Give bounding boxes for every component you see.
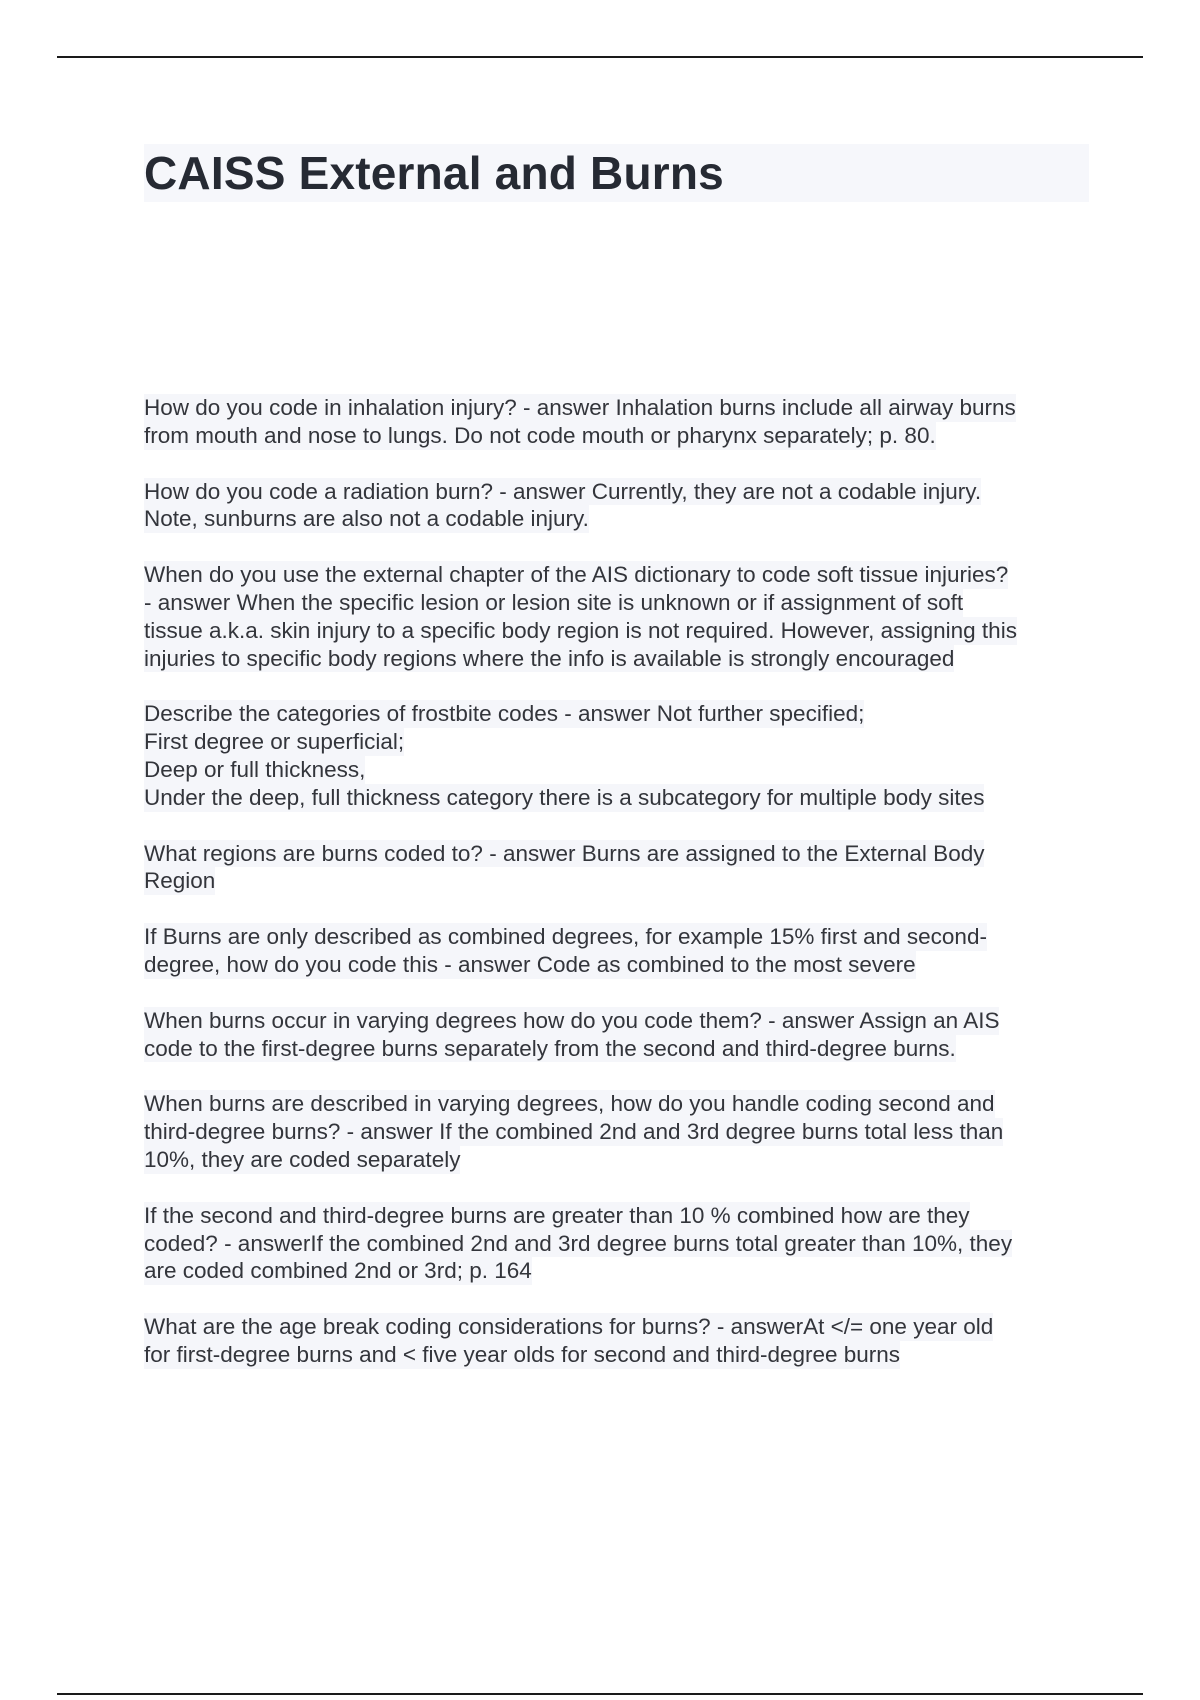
qa-line: Describe the categories of frostbite codes - answer Not further specified;: [144, 701, 865, 727]
qa-line: Note, sunburns are also not a codable injury.: [144, 506, 589, 532]
qa-list: [144, 394, 1094, 1397]
qa-line: When burns occur in varying degrees how do you code them? - answer Assign an AIS: [144, 1007, 1000, 1033]
qa-item: [144, 1090, 1094, 1173]
qa-item: [144, 394, 1094, 450]
qa-line: What are the age break coding considerations for burns? - answerAt </= one year old: [144, 1314, 994, 1340]
qa-line: How do you code in inhalation injury? - answer Inhalation burns include all airway burns: [144, 395, 1016, 420]
qa-line: from mouth and nose to lungs. Do not code mouth or pharynx separately; p. 80.: [144, 422, 936, 448]
qa-item: [144, 561, 1094, 672]
qa-line: are coded combined 2nd or 3rd; p. 164: [144, 1258, 532, 1284]
qa-item: [144, 1202, 1094, 1285]
qa-line: for first-degree burns and < five year olds for second and third-degree burns: [144, 1341, 901, 1367]
qa-line: How do you code a radiation burn? - answer Currently, they are not a codable injury.: [144, 478, 982, 504]
title-block: [144, 144, 1089, 202]
qa-line: Deep or full thickness,: [144, 756, 366, 782]
bottom-rule: [57, 1693, 1143, 1695]
qa-line: degree, how do you code this - answer Code as combined to the most severe: [144, 951, 916, 977]
qa-line: tissue a.k.a. skin injury to a specific body region is not required. However, assigning this: [144, 617, 1017, 643]
qa-line: Under the deep, full thickness category there is a subcategory for multiple body sites: [144, 784, 985, 810]
qa-item: [144, 700, 1094, 811]
qa-item: [144, 478, 1094, 534]
qa-line: - answer When the specific lesion or lesion site is unknown or if assignment of soft: [144, 589, 964, 615]
qa-line: If the second and third-degree burns are greater than 10 % combined how are they: [144, 1202, 970, 1228]
qa-line: When burns are described in varying degrees, how do you handle coding second and: [144, 1091, 995, 1117]
qa-line: Region: [144, 868, 216, 894]
qa-line: code to the first-degree burns separately from the second and third-degree burns.: [144, 1035, 956, 1061]
qa-item: [144, 840, 1094, 896]
qa-line: injuries to specific body regions where the info is available is strongly encouraged: [144, 645, 955, 671]
qa-line: First degree or superficial;: [144, 729, 405, 755]
qa-line: coded? - answerIf the combined 2nd and 3rd degree burns total greater than 10%, they: [144, 1230, 1013, 1256]
qa-item: [144, 1313, 1094, 1369]
qa-line: If Burns are only described as combined degrees, for example 15% first and second-: [144, 924, 987, 950]
qa-item: [144, 923, 1094, 979]
qa-item: [144, 1007, 1094, 1063]
qa-line: third-degree burns? - answer If the combined 2nd and 3rd degree burns total less than: [144, 1119, 1004, 1145]
top-rule: [57, 56, 1143, 58]
qa-line: When do you use the external chapter of the AIS dictionary to code soft tissue injuries?: [144, 562, 1009, 588]
qa-line: What regions are burns coded to? - answer Burns are assigned to the External Body: [144, 840, 985, 866]
page-title: CAISS External and Burns: [144, 147, 724, 199]
qa-line: 10%, they are coded separately: [144, 1146, 461, 1172]
